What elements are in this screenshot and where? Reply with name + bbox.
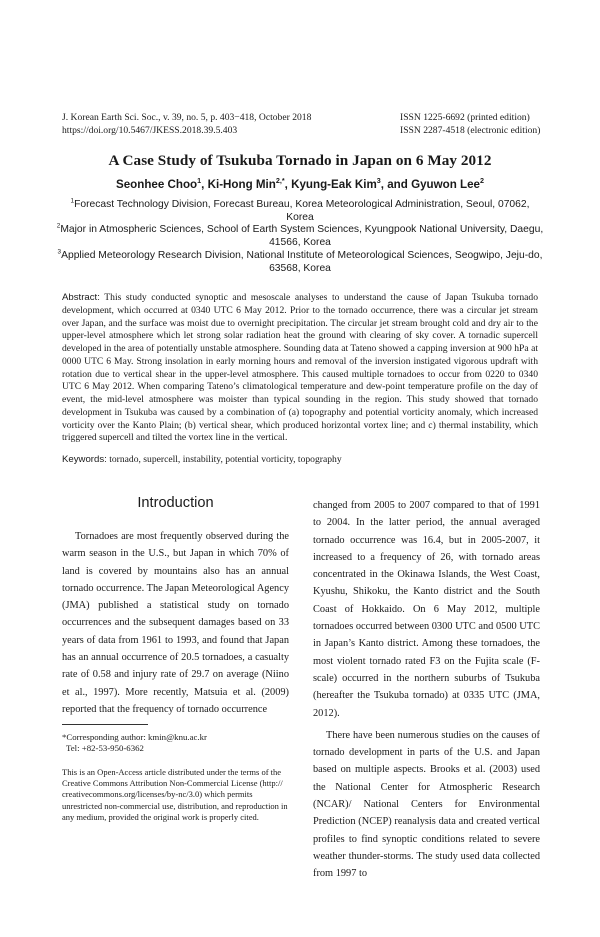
footnote [62,732,294,755]
affiliation-text: Forecast Technology Division, Forecast Bureau, Korea Meteorological Administration, Seoul, 07062, Korea [74,199,530,223]
abstract [62,292,538,445]
author-affiliation-mark: 1 [197,176,202,186]
author-affiliation-mark: 2 [480,176,485,186]
author-list: Seonhee Choo$^1$, Ki-Hong Min$^{2,*}$, Kyung-Eak Kim$^3$, and Gyuwon Lee$^2$ [115,176,485,191]
corresponding-author: *Corresponding author: kmin@knu.ac.kr [62,732,207,742]
footnote-divider [62,724,148,725]
telephone: Tel: +82-53-950-6362 [66,743,144,754]
affiliation-text: Applied Meteorology Research Division, National Institute of Meteorological Sciences, Seogwipo, Jeju-do, 63568, Korea [61,249,543,274]
issn-header [400,112,540,137]
journal-citation: J. Korean Earth Sci. Soc., v. 39, no. 5, p. 403−418, October 2018 [62,112,312,123]
keywords-label: Keywords: [62,454,107,465]
section-heading-introduction: Introduction [137,495,214,511]
abstract-label: Abstract: [62,292,100,303]
abstract-text: This study conducted synoptic and mesoscale analyses to understand the cause of Japan Tsukuba tornado development, which occurred at 0340 UTC 6 May 2012. Prior to the tornado occurrence, there was a circular jet stream over Japan, and the surface was moist due to overnight precipitation. The circular jet stream brought cold and dry air to the upper-level atmosphere which let strong solar radiation heat the ground with clearing of sky cover. A tornadic supercell developed in the area of potentially unstable atmosphere. Sounding data at Tateno showed a capping inversion at 900 hPa at 0000 UTC 6 May. Strong insolation in early morning hours and removal of the inversion instigated vigorous updraft with rotation due to vertical shear in the upper-level atmosphere. This caused multiple tornadoes to occur from 0220 to 0340 UTC 6 May 2012. When comparing Tateno’s climatological temperature and dew-point temperature profile on the day of event, the mid-level atmosphere was moister than typical sounding in the region. This study showed that tornado development in Tsukuba was caused by a combination of (a) topography and potential vorticity anomaly, which increased vorticity over the Kanto Plain; (b) vertical shear, which produced horizontal vortex line; and c) thermal instability, which triggered supercell and tilted the vortex line in the vertical. [62,292,538,444]
author-name: Ki-Hong Min [207,178,276,191]
keywords-text: tornado, supercell, instability, potential vorticity, topography [109,454,342,465]
affiliation [56,199,544,224]
license-notice: This is an Open-Access article distributed under the terms of the Creative Commons Attribution Non-Commercial License (http:// creativecommons.org/licenses/by-nc/3.0) which permits unrestricted non-commercial use, distribution, and reproduction in any medium, provided the original work is properly cited. [62,767,288,822]
body-paragraph: There have been numerous studies on the causes of tornado development in parts of the U.S. and Japan based on multiple aspects. Brooks et al. (2003) used the National Center for Atmospheric Research (NCAR)/ National Centers for Environmental Prediction (NCEP) reanalysis data and created vertical profiles to find synoptic conditions related to severe weather thunder-storms. The study used data collected from 1997 to [313,729,540,880]
doi-link[interactable]: https://doi.org/10.5467/JKESS.2018.39.5.403 [62,124,238,136]
affiliation [56,250,544,275]
author-name: Gyuwon Lee [411,178,481,191]
author-name: Seonhee Choo [115,178,198,191]
body-paragraph: changed from 2005 to 2007 compared to that of 1991 to 2004. In the latter period, the annual averaged tornado occurrence was 16.4, but in 2005-2007, it increased to a frequency of 26, with tornado areas concentrated in the Okinawa Islands, the West Coast, Kyushu, Shikoku, the Kanto district and the South Coast of Hokkaido. On 6 May 2012, multiple tornadoes occurred between 0300 UTC and 0500 UTC in Japan’s Kanto district. Among these tornadoes, the most violent tornado rated F3 on the Fujita scale (F-scale) occurred in the northern suburbs of Tsukuba (hereafter the Tsukuba tornado) at 0335 UTC (JMA, 2012). [313,500,540,719]
affiliation-mark: 1 [70,197,75,205]
affiliation [56,224,544,249]
body-column-right [313,497,540,883]
issn-electronic: ISSN 2287-4518 (electronic edition) [400,124,541,136]
body-paragraph: Tornadoes are most frequently observed during the warm season in the U.S., but Japan in which 70% of land is covered by mountains also has an annual tornado occurrence. The Japan Meteorological Agency (JMA) published a statistical study on tornado occurrences and the subsequent damages based on 33 years of data from 1961 to 1993, and found that Japan has an annual occurrence of 20.5 tornadoes, a casualty rate of 0.58 and injury rate of 29.7 on average (Niino et al., 1997). More recently, Matsuia et al. (2009) reported that the frequency of tornado occurrence [62,531,289,715]
affiliation-list [56,199,544,275]
affiliation-mark: 3 [57,248,62,256]
author-affiliation-mark: 3 [376,176,381,186]
paper-title: A Case Study of Tsukuba Tornado in Japan on 6 May 2012 [108,152,492,169]
keywords [62,454,538,467]
affiliation-mark: 2 [56,222,61,230]
body-column-left [62,528,289,718]
affiliation-text: Major in Atmospheric Sciences, School of Earth System Sciences, Kyungpook National University, Daegu, 41566, Korea [60,224,544,249]
author-name: Kyung-Eak Kim [291,178,377,191]
journal-header [62,112,311,137]
author-affiliation-mark: 2,* [275,176,285,186]
issn-print: ISSN 1225-6692 (printed edition) [400,112,530,123]
